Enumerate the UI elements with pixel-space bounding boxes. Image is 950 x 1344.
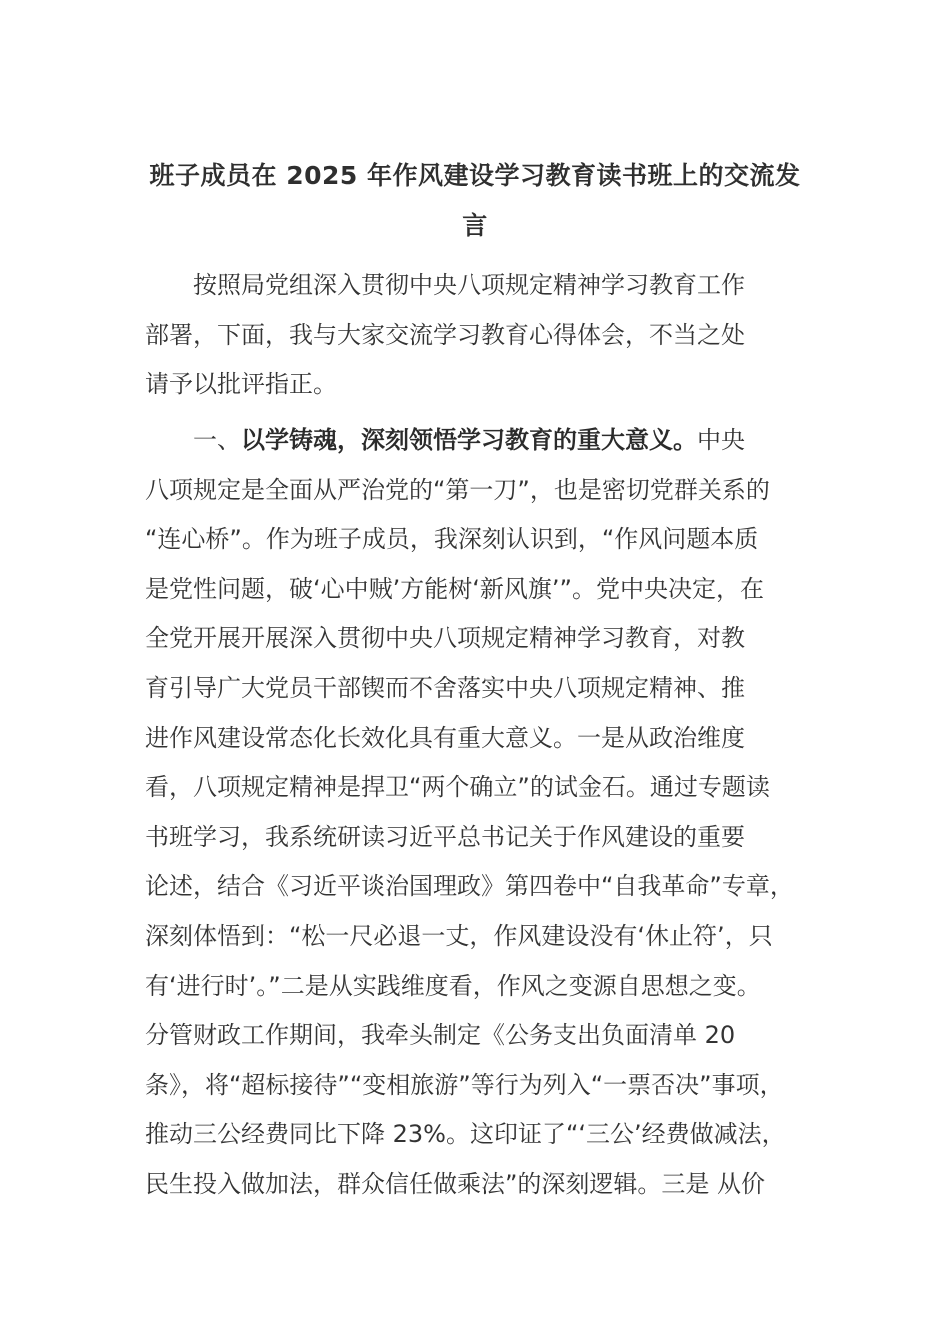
intro-line: 按照局党组深入贯彻中央八项规定精神学习教育工作 [193, 271, 745, 299]
intro-line: 请予以批评指正。 [145, 370, 337, 399]
section-1-first-line-rest: 中央 [697, 426, 745, 454]
section-1-first-line [145, 416, 825, 466]
title-line-1: 班子成员在 2025 年作风建设学习教育读书班上的交流发 [149, 161, 801, 190]
paragraph-line: 进作风建设常态化长效化具有重大意义。一是从政治维度 [145, 723, 745, 752]
section-1-paragraph [145, 416, 825, 1210]
paragraph-line: 看，八项规定精神是捍卫“两个确立”的试金石。通过专题读 [145, 773, 770, 802]
paragraph-line: 论述，结合《习近平谈治国理政》第四卷中“自我革命”专章， [145, 872, 794, 901]
section-1-number: 一、 [193, 426, 241, 454]
paragraph-line: 分管财政工作期间，我牵头制定《公务支出负面清单 20 [145, 1021, 736, 1050]
paragraph-line: 有‘进行时’。”二是从实践维度看，作风之变源自思想之变。 [145, 971, 761, 1000]
intro-paragraph [145, 261, 825, 410]
paragraph-line: 全党开展开展深入贯彻中央八项规定精神学习教育，对教 [145, 624, 745, 653]
section-1-heading: 以学铸魂，深刻领悟学习教育的重大意义。 [241, 426, 697, 454]
paragraph-line: 深刻体悟到：“松一尺必退一丈，作风建设没有‘休止符’，只 [145, 921, 773, 950]
paragraph-line: 书班学习，我系统研读习近平总书记关于作风建设的重要 [145, 822, 745, 851]
paragraph-line: “连心桥”。作为班子成员，我深刻认识到，“作风问题本质 [145, 525, 759, 554]
paragraph-line: 条》，将“超标接待”“变相旅游”等行为列入“一票否决”事项， [145, 1070, 784, 1099]
title-line-2: 言 [462, 210, 488, 240]
paragraph-line: 民生投入做加法，群众信任做乘法”的深刻逻辑。三是 从价 [145, 1169, 766, 1198]
intro-line: 部署，下面，我与大家交流学习教育心得体会，不当之处 [145, 320, 745, 349]
paragraph-line: 育引导广大党员干部锲而不舍落实中央八项规定精神、推 [145, 673, 745, 702]
paragraph-line: 八项规定是全面从严治党的“第一刀”，也是密切党群关系的 [145, 475, 770, 504]
paragraph-line: 推动三公经费同比下降 23%。这印证了“‘三公’经费做减法， [145, 1120, 786, 1149]
paragraph-line: 是党性问题，破‘心中贼’方能树‘新风旗’”。党中央决定，在 [145, 574, 764, 603]
document-title [140, 152, 810, 251]
